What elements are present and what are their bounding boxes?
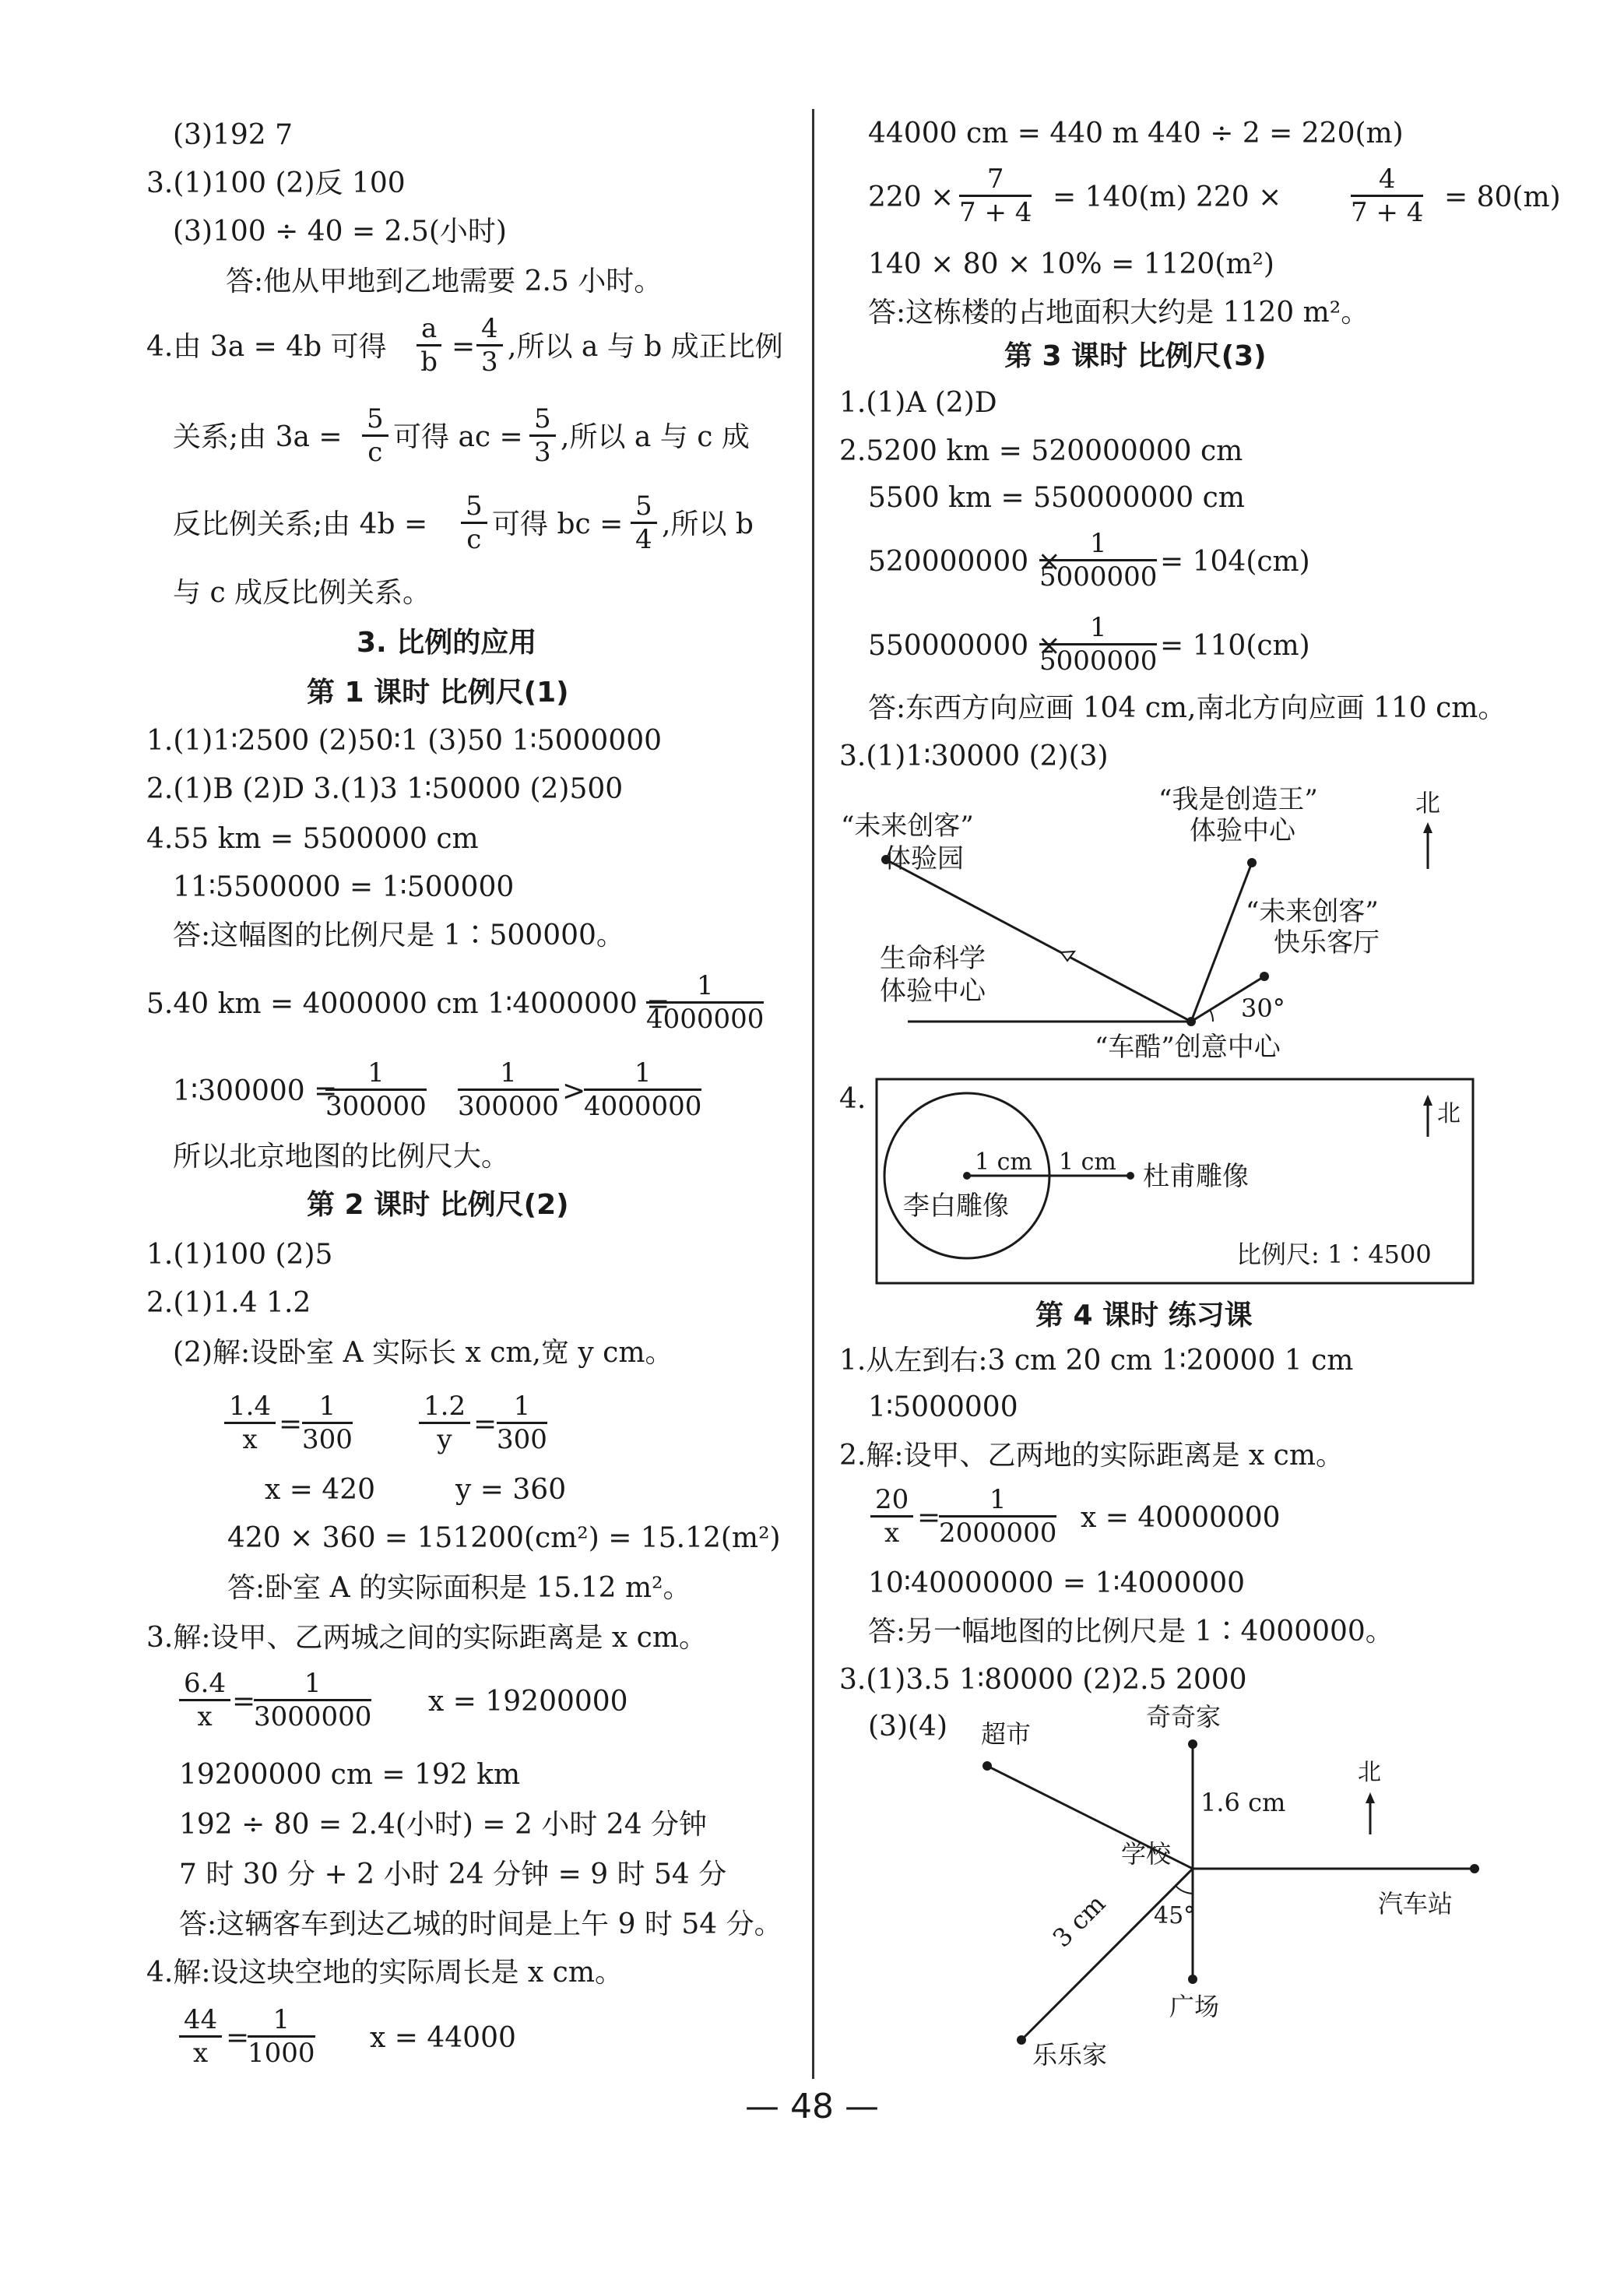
q4-eq: = bbox=[452, 331, 476, 363]
page-number: — 48 — bbox=[745, 2087, 879, 2126]
dot-lele bbox=[1017, 2035, 1026, 2045]
frac-6.4-x: $\frac{6.4}{x}$ bbox=[179, 1668, 230, 1732]
frac-1-4000000: $\frac{1}{4000000}$ bbox=[646, 970, 765, 1035]
section-title: 3. 比例的应用 bbox=[357, 627, 537, 659]
lesson3-title: 第 3 课时 比例尺(3) bbox=[1004, 340, 1267, 372]
frac-1-300-a: $\frac{1}{300}$ bbox=[302, 1391, 353, 1455]
label-supermarket: 超市 bbox=[981, 1719, 1032, 1749]
eq-3: = bbox=[232, 1686, 256, 1718]
statue-diagram bbox=[872, 1074, 1479, 1289]
label-libai: 李白雕像 bbox=[903, 1191, 1009, 1222]
l2-q3-time: 192 ÷ 80 = 2.4(小时) = 2 小时 24 分钟 bbox=[179, 1809, 708, 1841]
q4-line2-b: 可得 ac = bbox=[393, 421, 523, 453]
l2-q4: 4.解:设这块空地的实际周长是 x cm。 bbox=[146, 1957, 623, 1989]
l4-q2-2: 10∶40000000 = 1∶4000000 bbox=[868, 1567, 1246, 1599]
l3-q3: 3.(1)1∶30000 (2)(3) bbox=[839, 740, 1109, 772]
frac-5-3: $\frac{5}{3}$ bbox=[529, 403, 556, 468]
l1-q5-2: 1∶300000 = bbox=[173, 1075, 338, 1107]
x-44000: x = 44000 bbox=[370, 2022, 516, 2054]
l2-q3-arrive: 7 时 30 分 + 2 小时 24 分钟 = 9 时 54 分 bbox=[179, 1859, 727, 1890]
label-p3b: 快乐客厅 bbox=[1274, 927, 1380, 958]
l3-q2-2: 5500 km = 550000000 cm bbox=[868, 482, 1245, 514]
angle-arc bbox=[1210, 1010, 1213, 1022]
angle-arc bbox=[1176, 1886, 1193, 1894]
l2-q2: 2.(1)1.4 1.2 bbox=[146, 1287, 311, 1319]
label-qiqi: 奇奇家 bbox=[1146, 1702, 1222, 1732]
l1-q1: 1.(1)1∶2500 (2)50∶1 (3)50 1∶5000000 bbox=[146, 725, 663, 757]
label-bus: 汽车站 bbox=[1378, 1889, 1454, 1919]
frac-4-3: $\frac{4}{3}$ bbox=[476, 313, 503, 378]
north-arrow-head bbox=[1366, 1792, 1375, 1803]
dot-supermarket bbox=[982, 1761, 992, 1771]
q4-line1-c: ,所以 a 与 b 成正比例 bbox=[508, 331, 783, 363]
l1-q4-2: 11∶5500000 = 1∶500000 bbox=[173, 871, 515, 903]
frac-5-c: $\frac{5}{c}$ bbox=[362, 403, 388, 468]
label-dist1: 1.6 cm bbox=[1200, 1788, 1286, 1817]
scale-label: 比例尺: 1∶4500 bbox=[1236, 1240, 1432, 1269]
l4-q2: 2.解:设甲、乙两地的实际距离是 x cm。 bbox=[839, 1440, 1344, 1472]
dot-kuaile bbox=[1260, 972, 1269, 981]
label-d1: 1 cm bbox=[975, 1148, 1032, 1176]
label-p3a: “未来创客” bbox=[1246, 896, 1379, 927]
direction-diagram-1 bbox=[841, 779, 1479, 1082]
label-p1b: 体验园 bbox=[884, 843, 964, 874]
dot-square bbox=[1188, 1975, 1197, 1984]
north-label: 北 bbox=[1437, 1100, 1461, 1127]
l3-q4: 4. bbox=[839, 1083, 866, 1115]
dot-dufu bbox=[1127, 1172, 1134, 1180]
l1-q5-ans: 所以北京地图的比例尺大。 bbox=[173, 1141, 510, 1173]
school-map-diagram bbox=[965, 1697, 1495, 2079]
l3-q2-ans: 答:东西方向应画 104 cm,南北方向应画 110 cm。 bbox=[868, 692, 1506, 724]
label-angle: 30° bbox=[1241, 994, 1285, 1023]
r-line2-b: = 140(m) 220 × bbox=[1053, 181, 1282, 213]
frac-1-2000000: $\frac{1}{2000000}$ bbox=[939, 1484, 1057, 1549]
x-40000000: x = 40000000 bbox=[1081, 1502, 1281, 1534]
frac-1-300000-b: $\frac{1}{300000}$ bbox=[458, 1057, 559, 1122]
frac-4-11: $\frac{4}{7 + 4}$ bbox=[1351, 164, 1424, 228]
label-dist2: 3 cm bbox=[1046, 1888, 1112, 1954]
l1-q2: 2.(1)B (2)D 3.(1)3 1∶50000 (2)500 bbox=[146, 773, 624, 805]
label-d2: 1 cm bbox=[1059, 1148, 1116, 1176]
label-p2a: “我是创造王” bbox=[1158, 784, 1318, 815]
r-line1: 44000 cm = 440 m 440 ÷ 2 = 220(m) bbox=[868, 118, 1404, 149]
dot-center bbox=[1186, 1017, 1196, 1026]
r-line3: 140 × 80 × 10% = 1120(m²) bbox=[868, 248, 1274, 280]
north-label: 北 bbox=[1415, 788, 1441, 818]
label-p4b: 体验中心 bbox=[880, 976, 986, 1007]
eq-1: = bbox=[279, 1409, 303, 1440]
l3-q2-4: 550000000 × bbox=[868, 630, 1061, 662]
gt-sign: > bbox=[562, 1075, 586, 1107]
dot-bus bbox=[1470, 1864, 1479, 1873]
dot-chuangzaowang bbox=[1247, 858, 1257, 867]
r-line4: 答:这栋楼的占地面积大约是 1120 m²。 bbox=[868, 297, 1369, 329]
l3-q2: 2.5200 km = 520000000 cm bbox=[839, 435, 1243, 467]
eq-4: = bbox=[226, 2022, 250, 2054]
x-19200000: x = 19200000 bbox=[428, 1686, 628, 1718]
frac-1.2-y: $\frac{1.2}{y}$ bbox=[419, 1391, 470, 1455]
frac-1-5000000-b: $\frac{1}{5000000}$ bbox=[1039, 612, 1158, 677]
lesson2-title: 第 2 课时 比例尺(2) bbox=[307, 1189, 569, 1221]
l1-q4-ans: 答:这幅图的比例尺是 1∶500000。 bbox=[173, 920, 624, 951]
frac-1-4000000-b: $\frac{1}{4000000}$ bbox=[584, 1057, 702, 1122]
q4-line3-b: 可得 bc = bbox=[492, 508, 624, 540]
r-line2-a: 220 × bbox=[868, 181, 954, 213]
q3-answer: 答:他从甲地到乙地需要 2.5 小时。 bbox=[226, 266, 663, 297]
l1-q5: 5.40 km = 4000000 cm 1∶4000000 = bbox=[146, 988, 670, 1020]
r-line2-c: = 80(m) bbox=[1444, 181, 1561, 213]
l2-q2-2: (2)解:设卧室 A 实际长 x cm,宽 y cm。 bbox=[173, 1337, 673, 1369]
q4-line4: 与 c 成反比例关系。 bbox=[173, 577, 431, 609]
q4-line3-c: ,所以 b bbox=[662, 508, 754, 540]
frac-1.4-x: $\frac{1.4}{x}$ bbox=[224, 1391, 276, 1455]
eq-2: = bbox=[473, 1409, 497, 1440]
lesson1-title: 第 1 课时 比例尺(1) bbox=[307, 677, 569, 709]
label-dufu: 杜甫雕像 bbox=[1143, 1161, 1249, 1192]
label-p4a: 生命科学 bbox=[880, 943, 986, 974]
area-calc: 420 × 360 = 151200(cm²) = 15.12(m²) bbox=[227, 1522, 781, 1554]
q4-line3-a: 反比例关系;由 4b = bbox=[173, 508, 428, 540]
l4-q3-34: (3)(4) bbox=[868, 1711, 947, 1743]
q3-line: 3.(1)100 (2)反 100 bbox=[146, 167, 406, 199]
area-ans: 答:卧室 A 的实际面积是 15.12 m²。 bbox=[227, 1572, 691, 1604]
dot-qiqi bbox=[1188, 1739, 1197, 1749]
line-3-3: (3)192 7 bbox=[173, 119, 294, 151]
y-360: y = 360 bbox=[455, 1474, 567, 1506]
l1-q4: 4.55 km = 5500000 cm bbox=[146, 823, 479, 855]
l3-q1: 1.(1)A (2)D bbox=[839, 387, 997, 419]
l4-q1-2: 1∶5000000 bbox=[868, 1391, 1018, 1423]
l4-q3: 3.(1)3.5 1∶80000 (2)2.5 2000 bbox=[839, 1664, 1247, 1696]
l2-q3: 3.解:设甲、乙两城之间的实际距离是 x cm。 bbox=[146, 1622, 707, 1654]
north-arrow-head bbox=[1423, 1095, 1432, 1106]
l4-q1: 1.从左到右:3 cm 20 cm 1∶20000 1 cm bbox=[839, 1345, 1354, 1377]
q4-line2-c: ,所以 a 与 c 成 bbox=[561, 421, 750, 453]
frac-44-x: $\frac{44}{x}$ bbox=[179, 2004, 222, 2069]
north-arrow-head bbox=[1423, 822, 1432, 833]
frac-1-300-b: $\frac{1}{300}$ bbox=[497, 1391, 547, 1455]
l3-q2-4b: = 110(cm) bbox=[1160, 630, 1310, 662]
q4-line2-a: 关系;由 3a = bbox=[173, 421, 343, 453]
label-p2b: 体验中心 bbox=[1190, 815, 1295, 846]
x-420: x = 420 bbox=[265, 1474, 376, 1506]
label-center: “车酷”创意中心 bbox=[1095, 1032, 1281, 1063]
q3-line3: (3)100 ÷ 40 = 2.5(小时) bbox=[173, 216, 507, 248]
frac-1-1000: $\frac{1}{1000}$ bbox=[248, 2004, 315, 2069]
lesson4-title: 第 4 课时 练习课 bbox=[1035, 1300, 1253, 1331]
label-angle: 45° bbox=[1154, 1902, 1196, 1929]
frac-20-x: $\frac{20}{x}$ bbox=[870, 1484, 913, 1549]
frac-1-5000000-a: $\frac{1}{5000000}$ bbox=[1039, 528, 1158, 593]
l2-q1: 1.(1)100 (2)5 bbox=[146, 1239, 333, 1271]
frac-1-3000000: $\frac{1}{3000000}$ bbox=[254, 1668, 372, 1732]
l3-q2-3: 520000000 × bbox=[868, 546, 1061, 578]
eq-5: = bbox=[917, 1502, 941, 1534]
l4-q2-ans: 答:另一幅地图的比例尺是 1∶4000000。 bbox=[868, 1616, 1394, 1648]
frac-1-300000-a: $\frac{1}{300000}$ bbox=[325, 1057, 427, 1122]
l3-q2-3b: = 104(cm) bbox=[1160, 546, 1310, 578]
label-lele: 乐乐家 bbox=[1032, 2040, 1108, 2070]
label-p1a: “未来创客” bbox=[841, 811, 974, 842]
frac-5-4: $\frac{5}{4}$ bbox=[631, 491, 657, 555]
dot-libai bbox=[963, 1172, 971, 1180]
label-school: 学校 bbox=[1121, 1839, 1172, 1869]
l2-q3-ans: 答:这辆客车到达乙城的时间是上午 9 时 54 分。 bbox=[179, 1908, 782, 1940]
column-divider bbox=[812, 109, 814, 2079]
frac-a-over-b: $\frac{a}{b}$ bbox=[417, 313, 441, 378]
frac-5-c-2: $\frac{5}{c}$ bbox=[461, 491, 487, 555]
label-square: 广场 bbox=[1169, 1992, 1220, 2021]
q4-line1-a: 4.由 3a = 4b 可得 bbox=[146, 331, 387, 363]
frac-7-11: $\frac{7}{7 + 4}$ bbox=[959, 164, 1032, 228]
l2-q3-km: 19200000 cm = 192 km bbox=[179, 1759, 521, 1791]
north-label: 北 bbox=[1358, 1759, 1381, 1786]
